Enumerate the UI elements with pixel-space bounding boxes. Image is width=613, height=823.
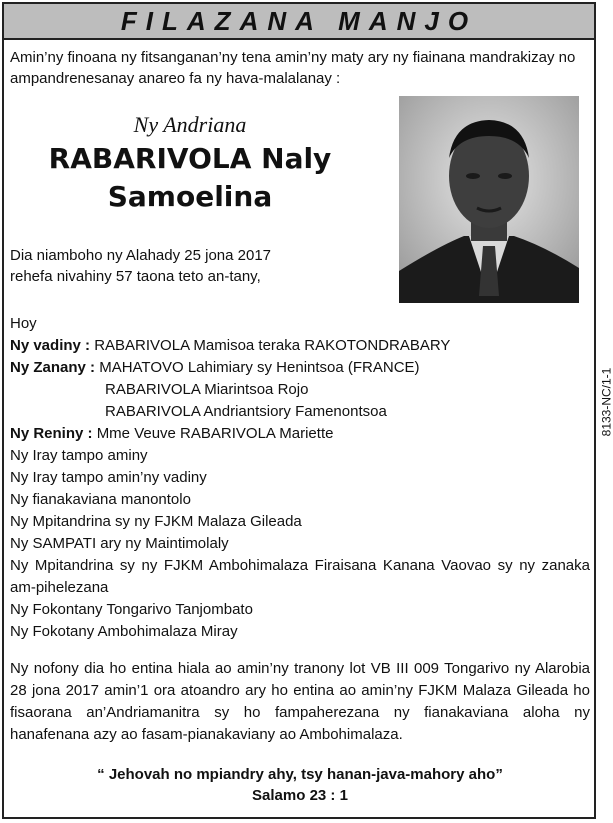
funeral-notice: Ny nofony dia ho entina hiala ao amin’ny tranony lot VB III 009 Tongarivo ny Alarobia 28 jona 2017 amin’1 ora atoandro ary ho entina ao amin’ny FJKM Malaza Gileada ho fisaorana an’Andriamanitra sy ho fampaherezana ny fianakaviana aloha ny hanafenana azy ao fasam-pianakaviany ao Ambohimalaza. bbox=[10, 660, 590, 743]
child-3: RABARIVOLA Andriantsiory Famenontsoa bbox=[105, 403, 387, 420]
death-date-line: Dia niamboho ny Alahady 25 jona 2017 bbox=[10, 247, 272, 264]
portrait-photo bbox=[399, 96, 579, 303]
spouse-label: Ny vadiny : bbox=[10, 337, 91, 354]
child-1: MAHATOVO Lahimiary sy Henintsoa (FRANCE) bbox=[99, 359, 420, 376]
list-item: Ny Fokotany Ambohimalaza Miray bbox=[10, 623, 238, 640]
spouse-line bbox=[10, 335, 590, 357]
reference-code: 8133-NC/1-1 bbox=[599, 367, 613, 437]
spouse-value: RABARIVOLA Mamisoa teraka RAKOTONDRABARY bbox=[94, 337, 451, 354]
list-item: Ny SAMPATI ary ny Maintimolaly bbox=[10, 535, 229, 552]
mother-label: Ny Reniny : bbox=[10, 425, 93, 442]
deceased-name bbox=[20, 140, 360, 216]
header-title: FILAZANA MANJO bbox=[120, 5, 478, 36]
intro-text: Amin’ny finoana ny fitsanganan’ny tena amin’ny maty ary ny fiainana mandrakizay no ampandrenesanay anareo fa ny hava-malalanay : bbox=[10, 49, 576, 87]
list-item: Ny Iray tampo aminy bbox=[10, 447, 148, 464]
deceased-name-line2: Samoelina bbox=[107, 180, 273, 213]
list-item: Ny fianakaviana manontolo bbox=[10, 491, 191, 508]
children-line bbox=[10, 357, 590, 379]
deceased-name-line1: RABARIVOLA Naly bbox=[48, 142, 332, 175]
death-age-line: rehefa nivahiny 57 taona teto an-tany, bbox=[10, 268, 261, 285]
bible-quote bbox=[10, 764, 590, 806]
child-2: RABARIVOLA Miarintsoa Rojo bbox=[105, 381, 309, 398]
deceased-prefix: Ny Andriana bbox=[133, 112, 247, 137]
hoy-line: Hoy bbox=[10, 315, 37, 332]
list-item: Ny Fokontany Tongarivo Tanjombato bbox=[10, 601, 253, 618]
children-label: Ny Zanany : bbox=[10, 359, 96, 376]
list-item: Ny Mpitandrina sy ny FJKM Ambohimalaza Firaisana Kanana Vaovao sy ny zanaka am-pihelezana bbox=[10, 557, 590, 596]
mother-value: Mme Veuve RABARIVOLA Mariette bbox=[96, 425, 334, 442]
mother-line bbox=[10, 423, 590, 445]
header-bar bbox=[4, 4, 594, 40]
list-item: Ny Mpitandrina sy ny FJKM Malaza Gileada bbox=[10, 513, 302, 530]
family-list bbox=[10, 313, 590, 643]
quote-reference: Salamo 23 : 1 bbox=[252, 787, 348, 804]
list-item: Ny Iray tampo amin’ny vadiny bbox=[10, 469, 207, 486]
quote-text: “ Jehovah no mpiandry ahy, tsy hanan-java-mahory aho” bbox=[97, 766, 503, 783]
death-info bbox=[10, 245, 390, 287]
